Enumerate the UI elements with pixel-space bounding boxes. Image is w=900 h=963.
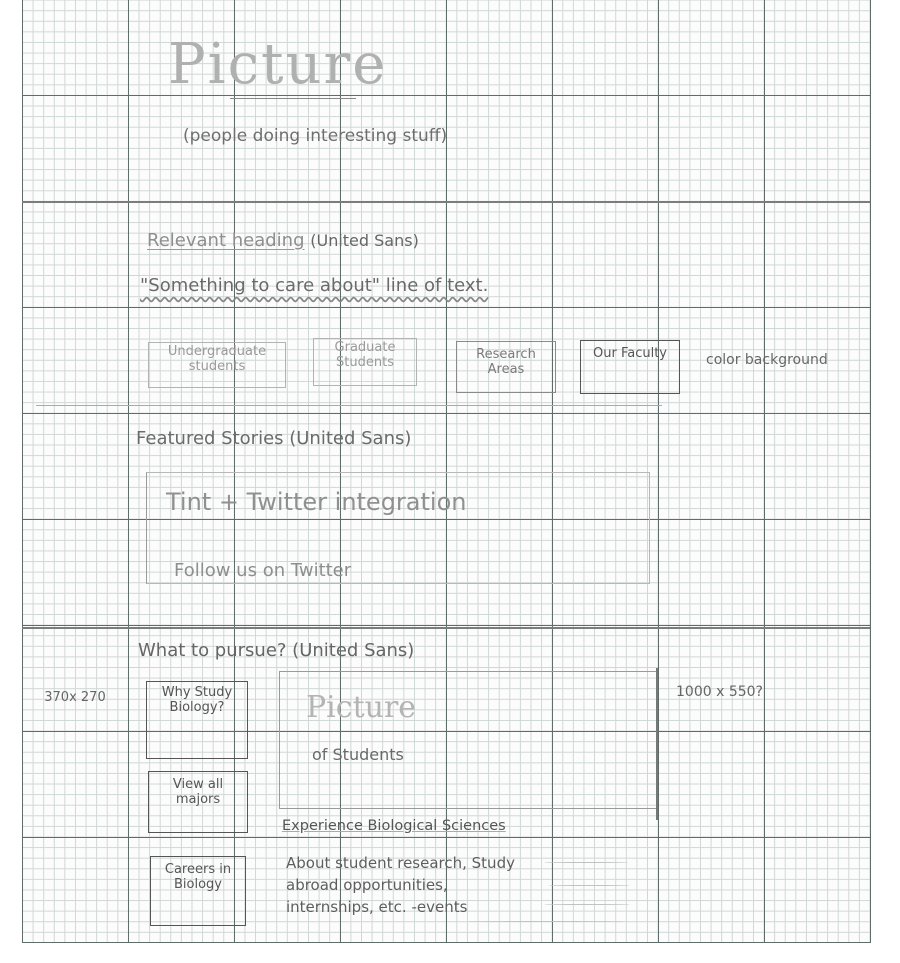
audience-divider [36,405,662,406]
why-study-biology-button[interactable] [146,681,248,759]
text-placeholder-line [548,885,630,886]
experience-heading: Experience Biological Sciences [282,818,506,834]
students-picture-caption: of Students [312,745,404,764]
text-placeholder-line [468,921,624,922]
background-note: color background [706,352,828,368]
view-all-majors-button[interactable] [148,771,248,833]
careers-in-biology-button[interactable] [150,856,246,926]
featured-divider [22,627,870,629]
featured-heading: Featured Stories (United Sans) [136,428,412,449]
undergraduate-students-button[interactable] [148,342,286,388]
hero-picture-label: Picture [168,32,388,97]
graduate-students-label: Graduate Students [334,340,396,370]
picture-width-marker [656,668,658,820]
intro-tagline: "Something to care about" line of text. [140,275,489,296]
intro-heading-text: Relevant heading [147,230,305,251]
our-faculty-label: Our Faculty [593,346,667,361]
text-placeholder-line [544,904,630,905]
research-areas-label: Research Areas [476,347,536,377]
graduate-students-button[interactable] [313,338,417,386]
view-all-majors-label: View all majors [172,777,224,807]
dimension-right-note: 1000 x 550? [676,684,763,700]
our-faculty-button[interactable] [580,340,680,394]
hero-picture-underline [230,98,356,99]
intro-heading-font: (United Sans) [310,231,419,250]
hero-divider [22,201,870,203]
research-areas-button[interactable] [456,341,556,393]
intro-heading [147,230,419,251]
undergraduate-students-label: Undergraduate students [167,344,267,374]
why-study-biology-label: Why Study Biology? [161,685,233,715]
text-placeholder-line [544,862,628,863]
hero-caption: (people doing interesting stuff) [183,126,448,146]
students-picture-label: Picture [306,690,417,725]
pursue-heading: What to pursue? (United Sans) [138,640,415,661]
dimension-left-note: 370x 270 [44,690,106,705]
experience-body: About student research, Study abroad opportunities, internships, etc. -events [286,854,515,916]
featured-follow-link[interactable]: Follow us on Twitter [174,560,352,581]
featured-integration: Tint + Twitter integration [166,488,467,516]
careers-in-biology-label: Careers in Biology [164,862,232,892]
